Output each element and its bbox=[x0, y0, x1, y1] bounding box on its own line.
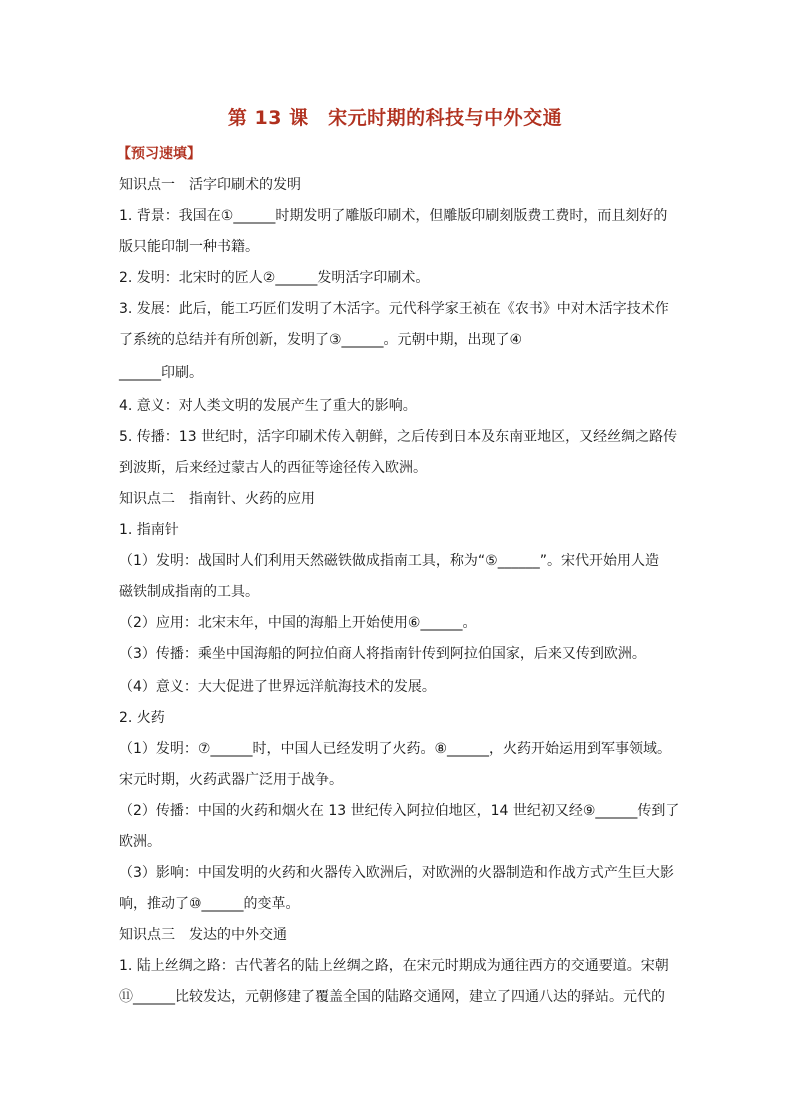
text-line: 响，推动了⑩______的变革。 bbox=[119, 896, 300, 912]
heading-knowledge-point-2: 知识点二 指南针、火药的应用 bbox=[119, 491, 315, 507]
text-line: 了系统的总结并有所创新，发明了③______。元朝中期，出现了④ bbox=[119, 332, 523, 348]
text-line: ______印刷。 bbox=[119, 365, 203, 381]
text-line: 5. 传播：13 世纪时，活字印刷术传入朝鲜，之后传到日本及东南亚地区，又经丝绸之路传 bbox=[119, 429, 678, 445]
heading-knowledge-point-3: 知识点三 发达的中外交通 bbox=[119, 927, 287, 943]
text-line: 到波斯，后来经过蒙古人的西征等途径传入欧洲。 bbox=[119, 460, 427, 476]
text-line: （1）发明：战国时人们利用天然磁铁做成指南工具，称为“⑤______”。宋代开始用人造 bbox=[119, 553, 659, 569]
text-line: 4. 意义：对人类文明的发展产生了重大的影响。 bbox=[119, 398, 417, 414]
text-line: （3）传播：乘坐中国海船的阿拉伯商人将指南针传到阿拉伯国家，后来又传到欧洲。 bbox=[119, 646, 646, 662]
text-line: 3. 发展：此后，能工巧匠们发明了木活字。元代科学家王祯在《农书》中对木活字技术作 bbox=[119, 301, 669, 317]
text-line: 宋元时期，火药武器广泛用于战争。 bbox=[119, 772, 343, 788]
text-line: （4）意义：大大促进了世界远洋航海技术的发展。 bbox=[119, 679, 436, 695]
text-line: 1. 背景：我国在①______时期发明了雕版印刷术，但雕版印刷刻版费工费时，而且刻好的 bbox=[119, 208, 668, 224]
text-line: 2. 发明：北宋时的匠人②______发明活字印刷术。 bbox=[119, 270, 430, 286]
text-line: （3）影响：中国发明的火药和火器传入欧洲后，对欧洲的火器制造和作战方式产生巨大影 bbox=[119, 865, 674, 881]
text-line: （2）应用：北宋末年，中国的海船上开始使用⑥______。 bbox=[119, 615, 477, 631]
text-line: （2）传播：中国的火药和烟火在 13 世纪传入阿拉伯地区，14 世纪初又经⑨______传到了 bbox=[119, 803, 680, 819]
text-line: 1. 指南针 bbox=[119, 522, 179, 538]
page-title: 第 13 课 宋元时期的科技与中外交通 bbox=[227, 107, 563, 129]
text-line: ⑪______比较发达，元朝修建了覆盖全国的陆路交通网，建立了四通八达的驿站。元代的 bbox=[119, 989, 665, 1005]
text-line: 1. 陆上丝绸之路：古代著名的陆上丝绸之路，在宋元时期成为通往西方的交通要道。宋朝 bbox=[119, 958, 669, 974]
section-tag-preview: 【预习速填】 bbox=[117, 146, 201, 162]
text-line: 欧洲。 bbox=[119, 834, 161, 850]
text-line: 2. 火药 bbox=[119, 710, 165, 726]
heading-knowledge-point-1: 知识点一 活字印刷术的发明 bbox=[119, 177, 301, 193]
text-line: 磁铁制成指南的工具。 bbox=[119, 584, 259, 600]
text-line: 版只能印制一种书籍。 bbox=[119, 239, 259, 255]
text-line: （1）发明：⑦______时，中国人已经发明了火药。⑧______，火药开始运用到军事领域。 bbox=[119, 741, 672, 757]
